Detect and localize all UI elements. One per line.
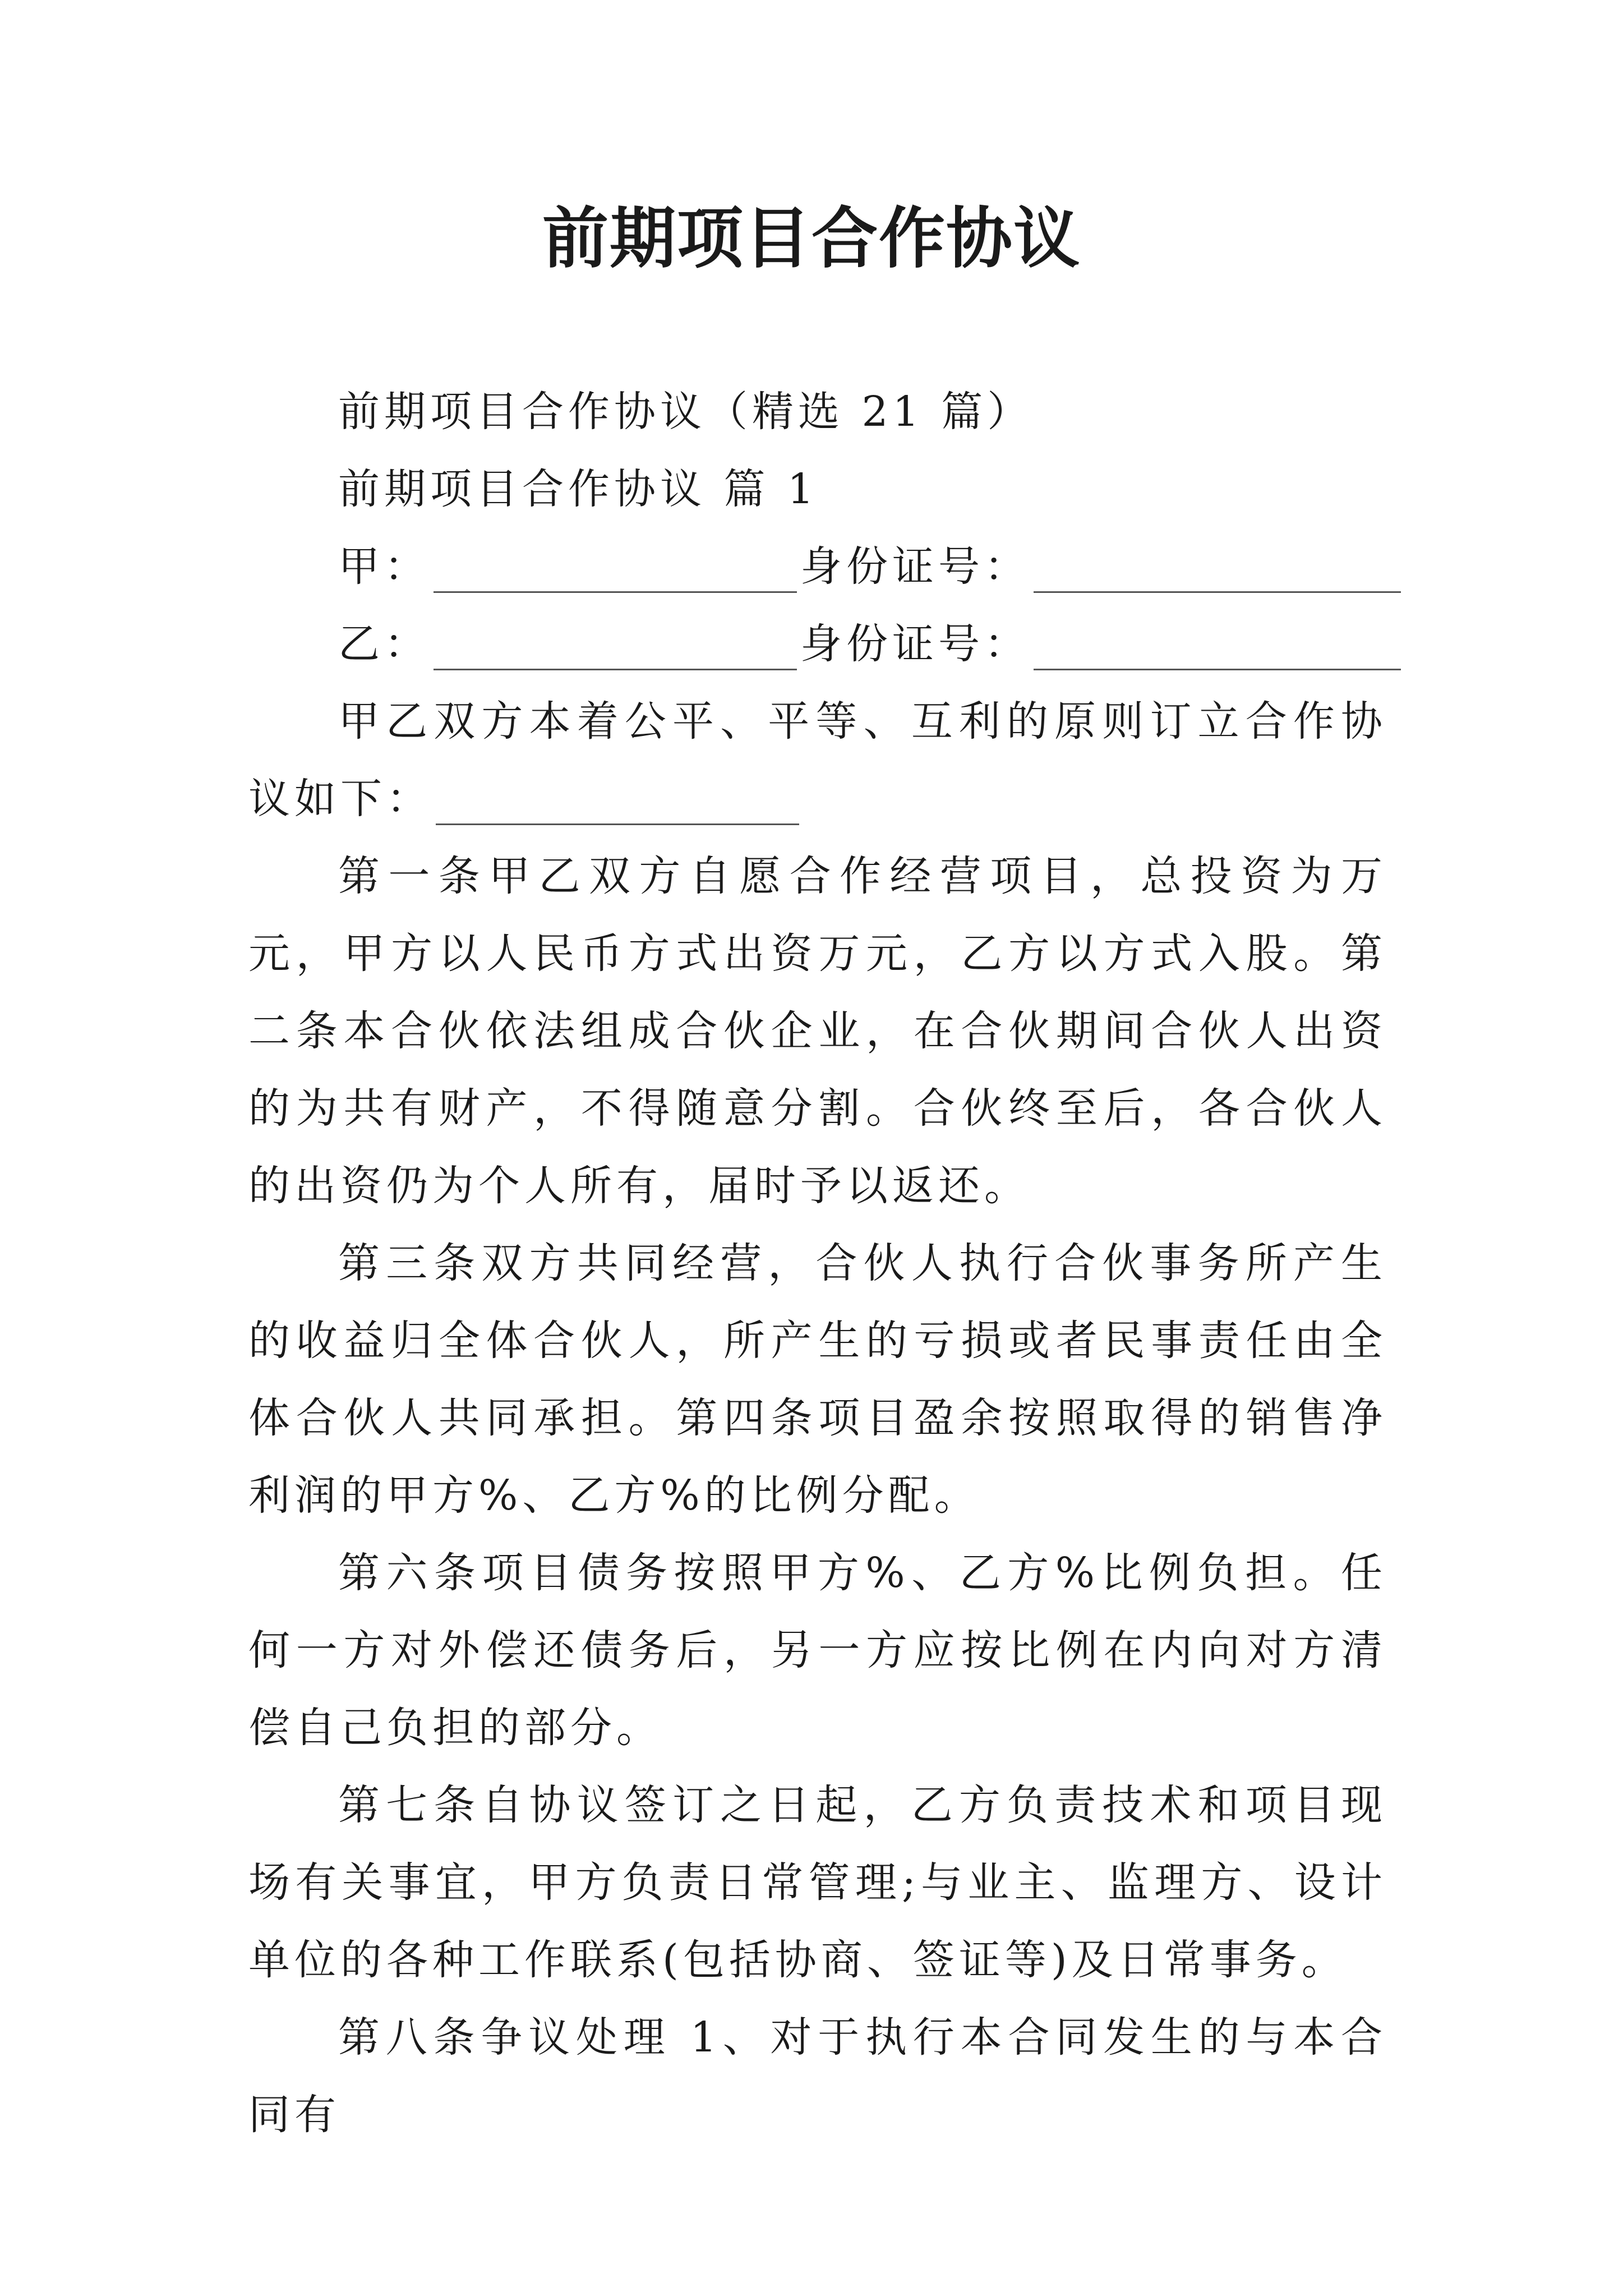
article-7-paragraph: 第七条自协议签订之日起，乙方负责技术和项目现场有关事宜，甲方负责日常管理;与业主、监理方、设计单位的各种工作联系(包括协商、签证等)及日常事务。 [248,1781,1387,1984]
party-b-line [248,605,1387,683]
intro-blank[interactable] [436,779,799,825]
party-a-label: 甲： [338,542,430,591]
party-a-name-blank[interactable] [434,546,797,593]
intro-text: 甲乙双方本着公平、平等、互利的原则订立合作协议如下： [248,697,1387,823]
article-6-paragraph: 第六条项目债务按照甲方%、乙方%比例负担。任何一方对外偿还债务后，另一方应按比例在内向对方清偿自己负担的部分。 [248,1549,1387,1752]
party-a-id-label: 身份证号： [800,542,1030,591]
party-b-id-label: 身份证号： [800,620,1030,668]
party-a-id-blank[interactable] [1034,546,1401,593]
article-8-paragraph: 第八条争议处理 1、对于执行本合同发生的与本合同有 [248,2013,1387,2139]
intro-paragraph [248,683,1387,838]
party-b-name-blank[interactable] [434,624,797,670]
section-heading: 前期项目合作协议 篇 1 [338,465,819,513]
article-1-2-paragraph: 第一条甲乙双方自愿合作经营项目，总投资为万元，甲方以人民币方式出资万元，乙方以方式入股。第二条本合伙依法组成合伙企业，在合伙期间合伙人出资的为共有财产，不得随意分割。合伙终至后，各合伙人的出资仍为个人所有，届时予以返还。 [248,852,1387,1210]
party-a-line [248,528,1387,605]
subtitle: 前期项目合作协议（精选 21 篇） [338,388,1034,436]
document-title: 前期项目合作协议 [542,199,1081,277]
document-body [248,373,1387,2154]
party-b-label: 乙： [338,620,430,668]
article-3-4-paragraph: 第三条双方共同经营，合伙人执行合伙事务所产生的收益归全体合伙人，所产生的亏损或者民事责任由全体合伙人共同承担。第四条项目盈余按照取得的销售净利润的甲方%、乙方%的比例分配。 [248,1239,1387,1520]
party-b-id-blank[interactable] [1034,624,1401,670]
